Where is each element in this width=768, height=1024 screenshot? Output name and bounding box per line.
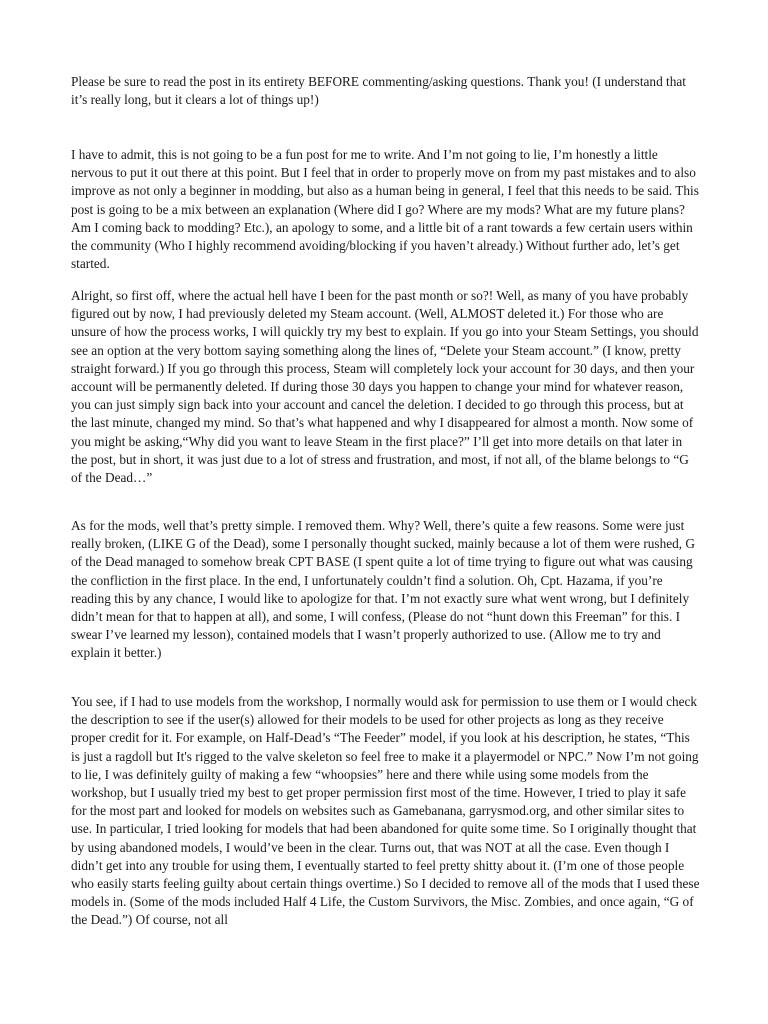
mods-removal-paragraph: As for the mods, well that’s pretty simple. I removed them. Why? Well, there’s quite a few reasons. Some were just really broken, (LIKE G of the Dead), some I personally thought sucked, mainly because a lot of them were rushed, G of the Dead managed to somehow break CPT BASE (I spent quite a lot of time trying to figure out what was causing the confliction in the first place. In the end, I unfortunately couldn’t find a solution. Oh, Cpt. Hazama, if you’re reading this by any chance, I would like to apologize for that. I’m not exactly sure what went wrong, but I definitely didn’t mean for that to happen at all), and some, I will confess, (Please do not “hunt down this Freeman” for this. I swear I’ve learned my lesson), contained models that I wasn’t properly authorized to use. (Allow me to try and explain it better.) — [71, 518, 696, 661]
opening-paragraph: I have to admit, this is not going to be a fun post for me to write. And I’m not going to lie, I’m honestly a little nervous to put it out there at this point. But I feel that in order to properly move on from my past mistakes and to also improve as not only a beginner in modding, but also as a human being in general, I feel that this needs to be said. This post is going to be a mix between an explanation (Where did I go? Where are my mods? What are my future plans? Am I coming back to modding? Etc.), an apology to some, and a little bit of a rant towards a few certain users within the community (Who I highly recommend avoiding/blocking if you haven’t already.) Without further ado, let’s get started. — [71, 147, 699, 272]
intro-notice-paragraph: Please be sure to read the post in its entirety BEFORE commenting/asking questions. Thank you! (I understand that it’s really long, but it clears a lot of things up!) — [71, 74, 686, 108]
steam-account-paragraph: Alright, so first off, where the actual hell have I been for the past month or so?! Well, as many of you have probably figured out by now, I had previously deleted my Steam account. (Well, ALMOST deleted it.) For those who are unsure of how the process works, I will quickly try my best to explain. If you go into your Steam Settings, you should see an option at the very bottom saying something along the lines of, “Delete your Steam account.” (I know, pretty straight forward.) If you go through this process, Steam will completely lock your account for 30 days, and then your account will be permanently deleted. If during those 30 days you happen to change your mind for whatever reason, you can just simply sign back into your account and cancel the deletion. I decided to go through this process, but at the last minute, changed my mind. So that’s what happened and why I disappeared for almost a month. Now some of you might be asking,“Why did you want to leave Steam in the first place?” I’ll get into more details on that later in the post, but in short, it was just due to a lot of stress and frustration, and most, if not all, of the blame belongs to “G of the Dead…” — [71, 288, 699, 486]
model-permissions-paragraph: You see, if I had to use models from the workshop, I normally would ask for permission to use them or I would check the description to see if the user(s) allowed for their models to be used for other projects as long as they receive proper credit for it. For example, on Half-Dead’s “The Feeder” model, if you look at his description, he states, “This is just a ragdoll but It's rigged to the valve skeleton so feel free to make it a playermodel or NPC.” Now I’m not going to lie, I was definitely guilty of making a few “whoopsies” here and there while using some models from the workshop, but I usually tried my best to get proper permission first most of the time. However, I tried to play it safe for the most part and looked for models on websites such as Gamebanana, garrysmod.org, and other similar sites to use. In particular, I tried looking for models that had been abandoned for quite some time. So I originally thought that by using abandoned models, I would’ve been in the clear. Turns out, that was NOT at all the case. Even though I didn’t get into any trouble for using them, I eventually started to feel pretty shitty about it. (I’m one of those people who easily starts feeling guilty about certain things overtime.) So I decided to remove all of the mods that I used these models in. (Some of the mods included Half 4 Life, the Custom Survivors, the Misc. Zombies, and once again, “G of the Dead.”) Of course, not all — [71, 694, 700, 928]
